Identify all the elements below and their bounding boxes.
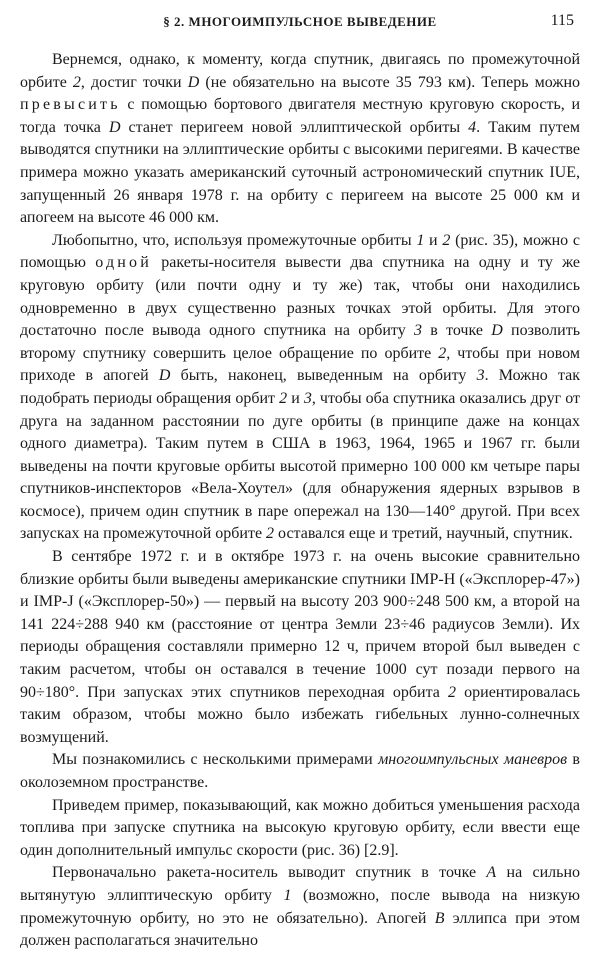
text-run: на сильно вытянутую эллиптическую орбиту	[20, 864, 581, 904]
text-run: ориентировалась таким образом, чтобы можно было избежать гибельных лунно-солнечных возмущений.	[20, 683, 580, 746]
point-label: D	[491, 322, 503, 340]
orbit-number: 2	[266, 525, 275, 543]
page-number: 115	[550, 12, 574, 29]
point-label: A	[486, 864, 497, 882]
orbit-number: 2	[448, 683, 457, 701]
text-run: в точке	[421, 322, 492, 340]
text-run: и	[287, 389, 304, 407]
italic-term: многоимпульсных маневров	[378, 751, 568, 769]
text-run: . Таким путем выводятся спутники на эллиптические орбиты с высокими перигеями. В качестве примера можно указать американский суточный астрономический спутник IUE, запущенный 26 января 1978 г. на орбиту с перигеем на высоте 25 000 км и апогеем на высоте 46 000 км.	[20, 118, 580, 227]
orbit-number: 1	[416, 231, 425, 249]
orbit-number: 2	[438, 344, 447, 362]
spaced-emphasis: одной	[95, 254, 153, 272]
text-run: с помощью бортового двигателя местную круговую скорость, и тогда точка	[20, 96, 580, 136]
paragraph-2	[20, 230, 580, 546]
text-run: , достиг точки	[80, 73, 188, 91]
orbit-number: 3	[303, 389, 312, 407]
text-run: (возможно, после вывода на низкую промежуточную орбиту, но это не обязательно). Апогей	[20, 886, 580, 927]
orbit-number: 3	[476, 367, 485, 385]
point-label: D	[108, 118, 121, 136]
text-run: Мы познакомились с несколькими примерами	[52, 751, 379, 769]
paragraph-5	[20, 795, 580, 863]
text-run: ракеты-носителя вывести два спутника на одну и ту же круговую орбиту (или почти одну и ту же) так, чтобы они находились одновременно в двух существенно разных точках этой орбиты. Для этого достаточно после вывода одного спутника на орбиту	[20, 254, 581, 340]
body-text	[20, 49, 580, 953]
orbit-number: 2	[279, 389, 288, 407]
text-run: . Можно так подобрать периоды обращения орбит	[20, 367, 581, 407]
point-label: B	[434, 909, 445, 927]
text-run: (не обязательно на высоте 35 793 км). Теперь можно	[199, 73, 581, 91]
text-run: в околоземном пространстве.	[20, 751, 580, 791]
orbit-number: 2	[442, 231, 451, 249]
spaced-emphasis: превысить	[20, 96, 121, 114]
page-header	[20, 12, 580, 34]
text-run: эллипса при этом должен располагаться значительно	[20, 909, 580, 950]
text-run: оставался еще и третий, научный, спутник.	[274, 525, 573, 543]
orbit-number: 2	[72, 73, 81, 91]
paragraph-1	[20, 49, 580, 230]
text-run: Любопытно, что, используя промежуточные орбиты	[52, 231, 417, 249]
text-run: Вернемся, однако, к моменту, когда спутник, двигаясь по промежуточной орбите	[20, 51, 580, 91]
point-label: D	[187, 73, 200, 91]
text-run: Приведем пример, показывающий, как можно добиться уменьшения расхода топлива при запуске спутника на высокую круговую орбиту, если ввести еще один дополнительный импульс скорости (рис. 36) [2.9].	[20, 796, 580, 859]
text-run: , чтобы при новом приходе в апогей	[20, 344, 580, 385]
paragraph-3	[20, 546, 580, 749]
text-run: быть, наконец, выведенным на орбиту	[170, 367, 477, 385]
text-run: , чтобы оба спутника оказались друг от друга на заданном расстоянии по дуге орбиты (в принципе даже на концах одного диаметра). Таким путем в США в 1963, 1964, 1965 и 1967 гг. были выведены на почти круговые орбиты высотой примерно 100 000 км четыре пары спутников-инспекторов «Вела-Хоутел» (для обнаружения ядерных взрывов в космосе), причем один спутник в паре опережал на 130—140° другой. При всех запусках на промежуточной орбите	[20, 389, 581, 543]
text-run: и	[424, 231, 443, 249]
text-run: станет перигеем новой эллиптической орбиты	[120, 118, 469, 136]
point-label: D	[158, 367, 171, 385]
text-run: Первоначально ракета-носитель выводит спутник в точке	[52, 864, 487, 882]
text-run: В сентябре 1972 г. и в октябре 1973 г. на очень высокие сравнительно близкие орбиты были выведены американские спутники IMP-H («Эксплорер-47») и IMP-J («Эксплорер-50») — первый на высоту 203 900÷248 500 км, а второй на 141 224÷288 940 км (расстояние от центра Земли 23÷46 радиусов Земли). Их периоды обращения составляли примерно 12 ч, причем второй был выведен с таким расчетом, чтобы он оставался в течение 1000 сут позади первого на 90÷180°. При запусках этих спутников переходная орбита	[20, 548, 580, 701]
text-run: позволить второму спутнику совершить целое обращение по орбите	[20, 322, 580, 362]
orbit-number: 1	[283, 886, 292, 904]
orbit-number: 4	[468, 118, 477, 136]
orbit-number: 3	[413, 322, 422, 340]
text-run: (рис. 35), можно с помощью	[20, 231, 581, 272]
paragraph-4	[20, 749, 580, 794]
running-head: § 2. МНОГОИМПУЛЬСНОЕ ВЫВЕДЕНИЕ	[163, 14, 437, 29]
paragraph-6	[20, 862, 580, 952]
